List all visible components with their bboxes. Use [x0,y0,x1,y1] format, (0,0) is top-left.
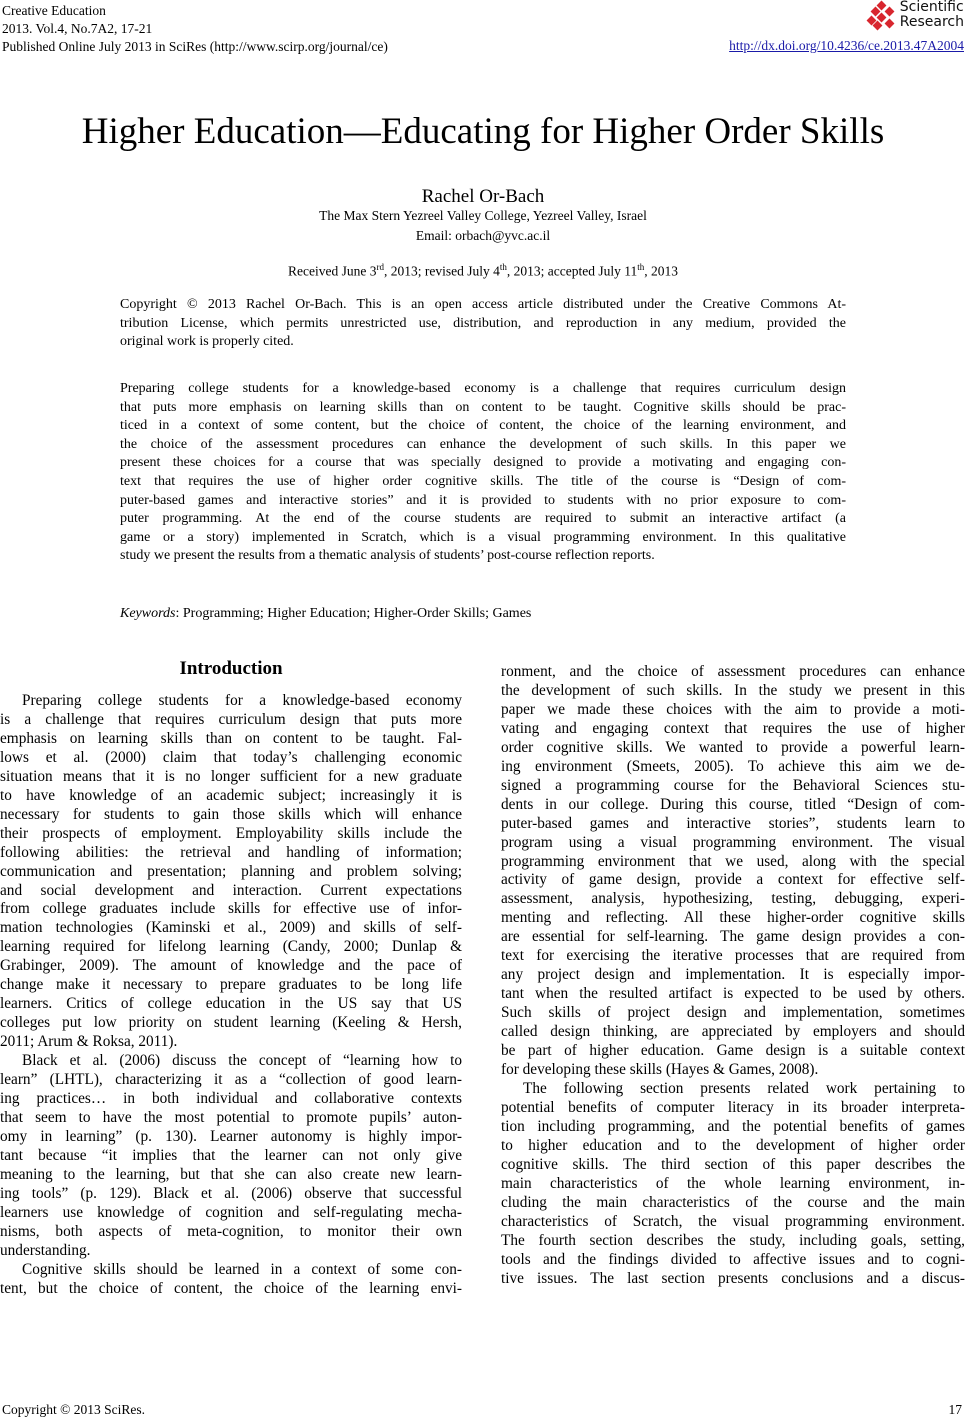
text-line: be part of higher education. Game design is a suitable context [501,1042,965,1060]
logo-text-1: Scientific [899,0,964,15]
text-line: ronment, and the choice of assessment procedures can enhance [501,663,965,680]
text-line: potential benefits of computer literacy in its broader interpreta- [501,1098,965,1116]
text-line: 2011; Arum & Roksa, 2011). [0,1033,178,1051]
text-line: tive issues. The last section presents conclusions and a discus- [501,1269,965,1287]
text-line: the choice of the assessment procedures can enhance the development of such skills. In this paper we [120,436,846,452]
text-line: Such skills of project design and implementation, sometimes [501,1004,965,1022]
text-line: meaning to the learning, but that she can also create new learn- [0,1165,462,1183]
text-line: text that requires the use of higher order cognitive skills. The title of the course is “Design of com- [120,473,846,489]
dates: Received June 3rd, 2013; revised July 4th, 2013; accepted July 11th, 2013 [288,262,678,279]
text-line: ticed in a context of some content, but the choice of content, the choice of the learning environment, and [120,418,846,434]
right-column [501,663,965,1288]
text-line: tant because “it implies that the learner can not only give [0,1146,462,1164]
text-line: assessment, analysis, hypothesizing, testing, debugging, experi- [501,890,965,908]
text-line: Preparing college students for a knowledge-based economy is a challenge that requires curriculum design [120,381,846,396]
author: Rachel Or-Bach [421,186,545,207]
text-line: and social development and interaction. Current expectations [0,881,462,899]
text-line: tent, but the choice of content, the choice of the learning envi- [0,1279,462,1297]
text-line: Grabinger, 2009). The amount of knowledge and the pace of [0,957,462,975]
text-line: puter-based games and interactive stories”, students learn to [501,814,965,832]
text-line: ing practices… in both individual and collaborative contexts [0,1090,462,1108]
text-line: tant when the resulted artifact is expected to be used by others. [501,985,965,1003]
text-line: learners use knowledge of cognition and self-regulating mecha- [0,1203,462,1221]
text-line: any project design and implementation. It is especially impor- [501,966,965,984]
text-line: to have knowledge of an academic subject; increasingly it is [0,786,462,804]
text-line: communication and presentation; planning and problem solving; [0,862,462,880]
text-line: ing environment (Smeets, 2005). To achieve this aim we de- [501,757,965,775]
text-line: ing tools” (p. 129). Black et al. (2006) observe that successful [0,1184,462,1202]
text-line: that puts more emphasis on learning skills than on content to be taught. Cognitive skills should be prac- [120,399,846,415]
text-line: mation technologies (Kaminski et al., 2009) and skills of self- [0,919,462,937]
text-line: game or a story) implemented in Scratch, which is a visual programming environment. In this qualitative [120,529,846,545]
text-line: necessary for students to gain those skills which will enhance [0,805,462,823]
text-line: characteristics of Scratch, the visual programming environment. [501,1212,965,1230]
text-line: dents in our college. During this course, titled “Design of com- [501,795,965,813]
text-line: The fourth section describes the study, including goals, setting, [501,1231,965,1249]
text-line: that seem to have the most potential to promote pupils’ auton- [0,1108,462,1126]
copyright-notice [120,296,846,352]
text-line: are essential for self-learning. The game design provides a con- [501,928,965,946]
text-line: main characteristics of the whole learning environment, in- [501,1174,965,1192]
journal-name: Creative Education [2,3,106,18]
text-line: vating and engaging context that requires the use of higher [501,719,965,737]
text-line: signed a programming course for the Behavioral Sciences stu- [501,776,965,794]
text-line: to higher education and to the development of higher order [501,1136,965,1154]
text-line: from college graduates include skills for effective use of infor- [0,900,462,918]
logo-diamonds-icon [866,0,896,30]
text-line: their prospects of employment. Employability skills include the [0,824,462,842]
text-line: menting and reflecting. All these higher-order cognitive skills [501,909,965,927]
text-line: present these choices for a course that was specially designed to provide a motivating and engaging con- [120,455,846,471]
scientific-research-logo [866,0,964,30]
text-line: Copyright © 2013 Rachel Or-Bach. This is an open access article distributed under the Creative Commons At- [120,297,846,312]
text-line: tools and the findings divided to affective issues and to cogni- [501,1250,965,1268]
text-line: learning required for lifelong learning (Candy, 2000; Dunlap & [0,938,462,956]
text-line: is a challenge that requires curriculum design that puts more [0,710,462,728]
page-number: 17 [948,1402,962,1417]
text-line: omy in learning” (p. 130). Learner autonomy is highly impor- [0,1127,462,1145]
text-line: order cognitive skills. We wanted to provide a powerful learn- [501,738,965,756]
text-line: Preparing college students for a knowledge-based economy [22,692,462,709]
text-line: Cognitive skills should be learned in a context of some con- [22,1260,462,1278]
journal-header [2,2,388,56]
text-line: change make it necessary to prepare graduates to be long life [0,976,462,994]
footer-copyright: Copyright © 2013 SciRes. [2,1402,146,1417]
text-line: learn” (LHTL), characterizing it as a “collection of good learn- [0,1071,462,1089]
logo-text-2: Research [899,14,964,30]
text-line: lows et al. (2000) claim that today’s challenging economic [0,748,462,766]
text-line: program using a visual programming environment. The visual [501,833,965,851]
journal-volume: 2013. Vol.4, No.7A2, 17-21 [2,21,153,36]
text-line: learners. Critics of college education in the US say that US [0,995,462,1013]
text-line: activity of game design, provide a context for effective self- [501,871,965,889]
text-line: called design thinking, are appreciated by employers and should [501,1023,965,1041]
text-line: cognitive skills. The third section of this paper describes the [501,1155,965,1173]
doi-link[interactable]: http://dx.doi.org/10.4236/ce.2013.47A2004 [729,38,964,53]
text-line: text for exercising the iterative processes that are required from [501,947,965,965]
left-column [0,692,462,1299]
text-line: emphasis on learning skills than on content to be taught. Fal- [0,729,462,747]
text-line: The following section presents related work pertaining to [523,1079,965,1097]
keywords: Keywords: Programming; Higher Education; Higher-Order Skills; Games [120,606,532,621]
affiliation: The Max Stern Yezreel Valley College, Yezreel Valley, Israel [319,208,647,223]
text-line: tion including programming, and the potential benefits of games [501,1117,965,1135]
paper-title: Higher Education—Educating for Higher Order Skills [81,111,885,152]
text-line: tribution License, which permits unrestricted use, distribution, and reproduction in any medium, provided the [120,315,846,331]
text-line: programming environment that we used, along with the special [501,852,965,870]
email: Email: orbach@yvc.ac.il [415,228,551,243]
text-line: paper we made these choices with the aim to provide a moti- [501,700,965,718]
published-info: Published Online July 2013 in SciRes (http://www.scirp.org/journal/ce) [2,39,388,54]
text-line: Black et al. (2006) discuss the concept of “learning how to [22,1052,462,1070]
text-line: nisms, both aspects of meta-cognition, to monitor their own [0,1222,462,1240]
text-line: puter-based games and interactive stories” and it is provided to students with no prior exposure to com- [120,492,846,508]
text-line: cluding the main characteristics of the course and the main [501,1193,965,1211]
text-line: original work is properly cited. [120,334,294,350]
text-line: following abilities: the retrieval and handling of information; [0,843,462,861]
text-line: puter programming. At the end of the course students are required to submit an interactive artifact (a [120,511,846,527]
abstract [120,380,846,566]
text-line: study we present the results from a thematic analysis of students’ post-course reflection reports. [120,548,655,564]
text-line: understanding. [0,1241,91,1259]
text-line: situation means that it is no longer sufficient for a new graduate [0,767,462,785]
text-line: colleges put low priority on student learning (Keeling & Hersh, [0,1014,462,1032]
section-heading: Introduction [179,658,283,679]
text-line: the development of such skills. In the study we present in this [501,681,965,699]
text-line: for developing these skills (Hayes & Games, 2008). [501,1061,819,1079]
